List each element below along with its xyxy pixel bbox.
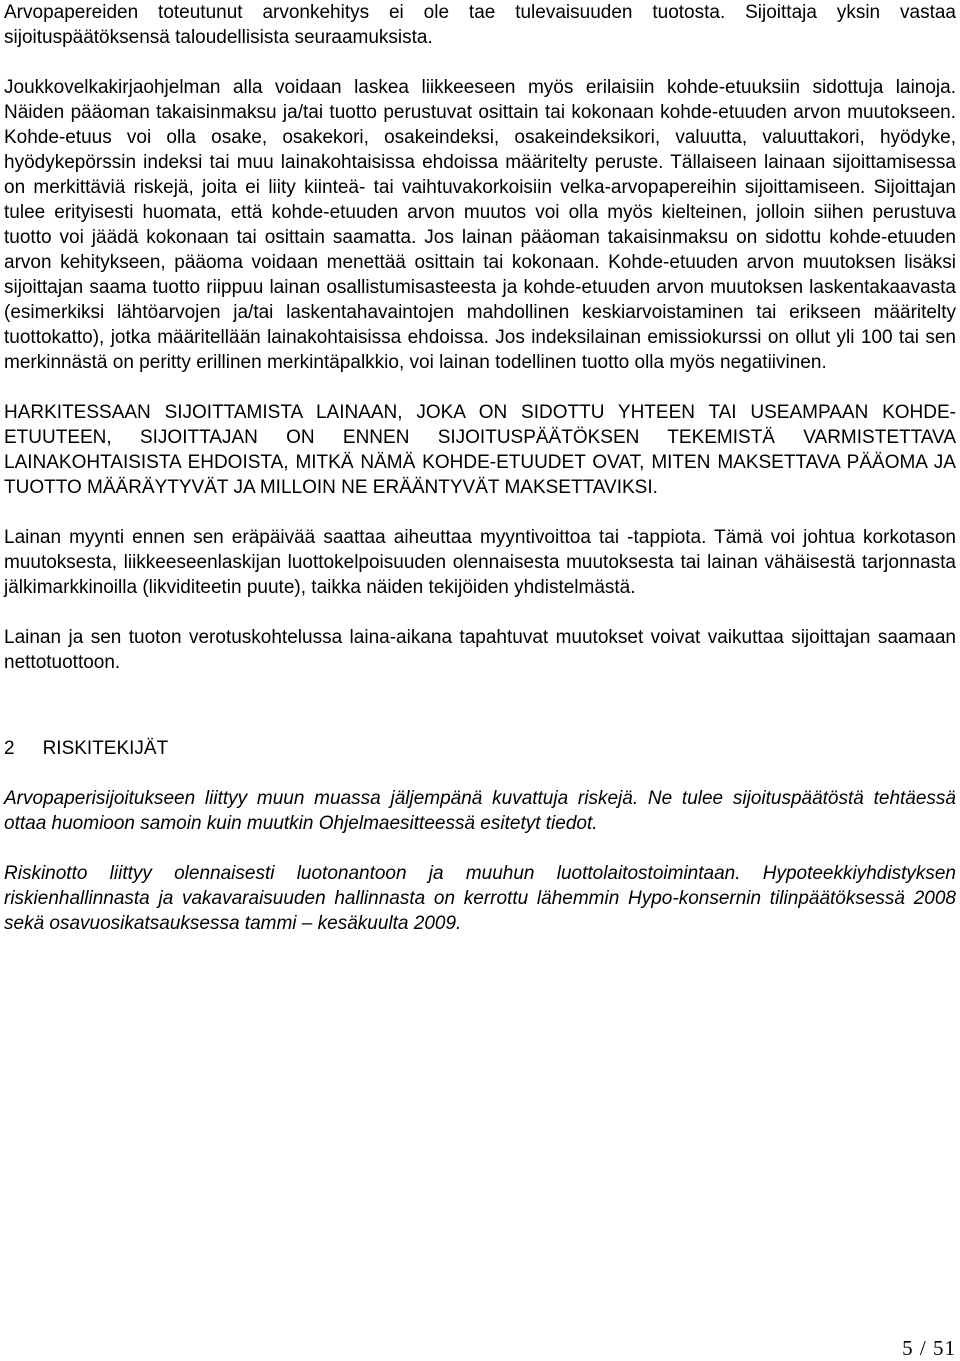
section-number: 2: [4, 738, 15, 759]
paragraph-underlying-assets: Joukkovelkakirjaohjelman alla voidaan laskea liikkeeseen myös erilaisiin kohde-etuuksiin sidottuja lainoja. Näiden pääoman takaisinmaksu ja/tai tuotto perustuvat osittain tai kokonaan kohde-etuuden arvon muutokseen. Kohde-etuus voi olla osake, osakekori, osakeindeksi, osakeindeksikori, valuutta, valuuttakori, hyödyke, hyödykepörssin indeksi tai muu lainakohtaisissa ehdoissa määritelty peruste. Tällaiseen lainaan sijoittamisessa on merkittäviä riskejä, joita ei liity kiinteä- tai vaihtuvakorkoisiin velka-arvopapereihin sijoittamiseen. Sijoittajan tulee erityisesti huomata, että kohde-etuuden arvon muutos voi olla myös kielteinen, jolloin siihen perustuva tuotto voi jäädä kokonaan tai osittain saamatta. Jos lainan pääoman takaisinmaksu on sidottu kohde-etuuden arvon kehitykseen, pääoma voidaan menettää osittain tai kokonaan. Kohde-etuuden arvon muutoksen lisäksi sijoittajan saama tuotto riippuu lainan osallistumisasteesta ja kohde-etuuden arvon muutoksen laskentakaavasta (esimerkiksi lähtöarvojen ja/tai laskentahavaintojen mahdollinen keskiarvoistaminen tai erikseen määritelty tuottokatto), jotka määritellään lainakohtaisissa ehdoissa. Jos indeksilainan emissiokurssi on ollut yli 100 tai sen merkinnästä on peritty erillinen merkintäpalkkio, voi lainan todellinen tuotto olla myös negatiivinen.: [4, 77, 956, 373]
section-title: RISKITEKIJÄT: [42, 738, 169, 759]
paragraph-risk-management: Riskinotto liittyy olennaisesti luotonantoon ja muuhun luottolaitostoimintaan. Hypoteekkiyhdistyksen riskienhallinnasta ja vakavaraisuuden hallinnasta on kerrottu lähemmin Hypo-konsernin tilinpäätöksessä 2008 sekä osavuosikatsauksessa tammi – kesäkuulta 2009.: [4, 863, 956, 934]
page-number: 5 / 51: [902, 1336, 956, 1360]
paragraph-risks-intro: Arvopaperisijoitukseen liittyy muun muassa jäljempänä kuvattuja riskejä. Ne tulee sijoituspäätöstä tehtäessä ottaa huomioon samoin kuin muutkin Ohjelmaesitteessä esitetyt tiedot.: [4, 788, 956, 834]
section-heading: [4, 736, 956, 761]
paragraph-capitalized-warning: HARKITESSAAN SIJOITTAMISTA LAINAAN, JOKA ON SIDOTTU YHTEEN TAI USEAMPAAN KOHDE-ETUUTEEN, SIJOITTAJAN ON ENNEN SIJOITUSPÄÄTÖKSEN TEKEMISTÄ VARMISTETTAVA LAINAKOHTAISISTA EHDOISTA, MITKÄ NÄMÄ KOHDE-ETUUDET OVAT, MITEN MAKSETTAVA PÄÄOMA JA TUOTTO MÄÄRÄYTYVÄT JA MILLOIN NE ERÄÄNTYVÄT MAKSETTAVIKSI.: [4, 402, 956, 498]
document-body: [4, 0, 956, 936]
paragraph-past-performance: Arvopapereiden toteutunut arvonkehitys ei ole tae tulevaisuuden tuotosta. Sijoittaja yksin vastaa sijoituspäätöksensä taloudellisista seuraamuksista.: [4, 2, 956, 48]
paragraph-taxation: Lainan ja sen tuoton verotuskohtelussa laina-aikana tapahtuvat muutokset voivat vaikuttaa sijoittajan saamaan nettotuottoon.: [4, 627, 956, 673]
paragraph-sale-before-maturity: Lainan myynti ennen sen eräpäivää saattaa aiheuttaa myyntivoittoa tai -tappiota. Tämä voi johtua korkotason muutoksesta, liikkeeseenlaskijan luottokelpoisuuden olennaisesta muutoksesta tai lainan vähäisestä tarjonnasta jälkimarkkinoilla (likviditeetin puute), taikka näiden tekijöiden yhdistelmästä.: [4, 527, 956, 598]
